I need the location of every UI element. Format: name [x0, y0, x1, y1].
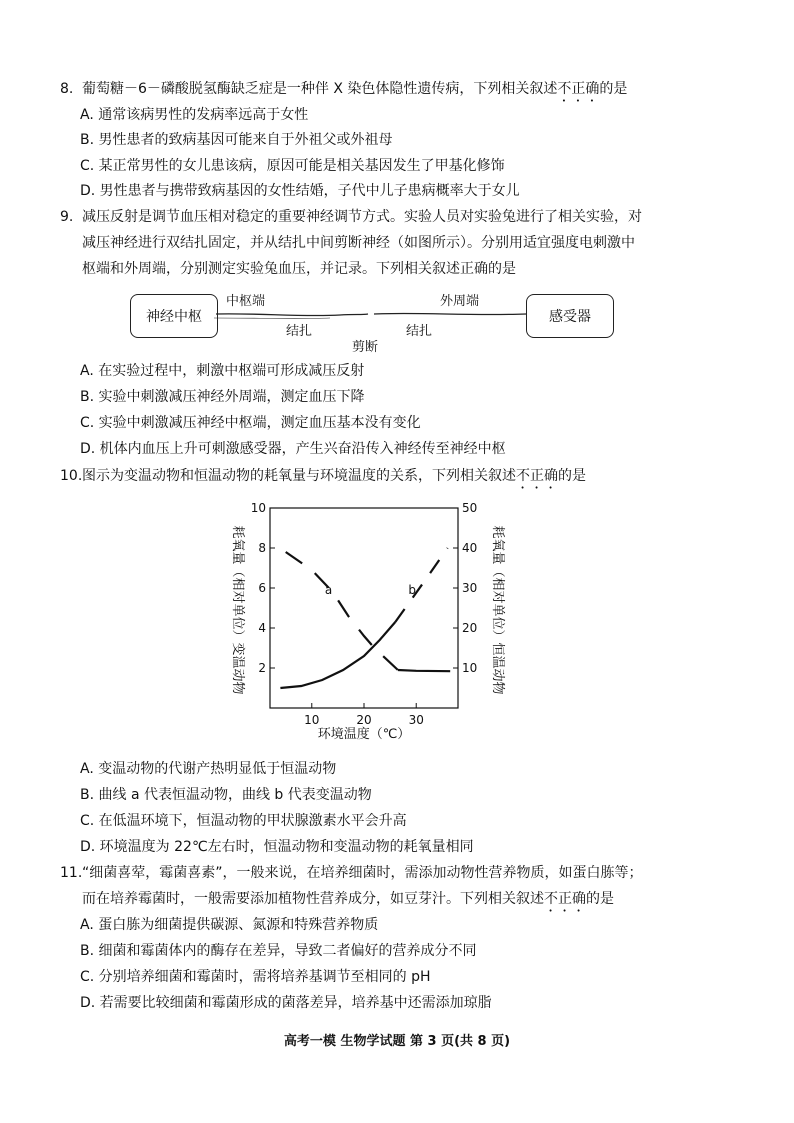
q8-option-c: C. 某正常男性的女儿患该病，原因可能是相关基因发生了甲基化修饰 [80, 158, 505, 174]
q9-option-c: C. 实验中刺激减压神经中枢端，测定血压基本没有变化 [80, 415, 421, 431]
y-right-tick-label: 10 [462, 661, 478, 675]
question-8-stem: 8. 葡萄糖－6－磷酸脱氢酶缺乏症是一种伴 X 染色体隐性遗传病，下列相关叙述不正确的是 [60, 81, 628, 97]
q9-option-d: D. 机体内血压上升可刺激感受器，产生兴奋沿传入神经传至神经中枢 [80, 441, 506, 457]
question-11-stem-line-2: 而在培养霉菌时，一般需要添加植物性营养成分，如豆芽汁。下列相关叙述不正确的是 [82, 891, 614, 907]
q10-option-c: C. 在低温环境下，恒温动物的甲状腺激素水平会升高 [80, 813, 407, 829]
q11-option-d: D. 若需要比较细菌和霉菌形成的菌落差异，培养基中还需添加琼脂 [80, 995, 492, 1011]
q8-option-b: B. 男性患者的致病基因可能来自于外祖父或外祖母 [80, 132, 393, 148]
x-tick-label: 10 [304, 713, 320, 727]
question-9-stem-line-2: 减压神经进行双结扎固定，并从结扎中间剪断神经（如图所示）。分别用适宜强度电刺激中 [82, 235, 635, 251]
q11-option-a: A. 蛋白胨为细菌提供碳源、氮源和特殊营养物质 [80, 917, 379, 933]
cut-label: 剪断 [352, 340, 379, 355]
y-left-tick-label: 4 [258, 621, 266, 635]
q8-option-a: A. 通常该病男性的发病率远高于女性 [80, 107, 309, 123]
y-right-label: 耗氧量（相对单位）恒温动物 [490, 525, 505, 695]
series-a-solid [398, 670, 450, 671]
question-11-stem-line-1: 11.“细菌喜荤，霉菌喜素”，一般来说，在培养细菌时，需添加动物性营养物质，如蛋白胨等； [60, 865, 643, 881]
y-left-label: 耗氧量（相对单位）变温动物 [230, 525, 245, 695]
q9-option-b: B. 实验中刺激减压神经外周端，测定血压下降 [80, 389, 365, 405]
receptor-box: 感受器 [526, 294, 614, 338]
y-right-tick-label: 20 [462, 621, 478, 635]
central-end-label: 中枢端 [226, 294, 266, 309]
series-b-solid [280, 622, 395, 688]
q11-option-c: C. 分别培养细菌和霉菌时，需将培养基调节至相同的 pH [80, 969, 431, 985]
q9-option-a: A. 在实验过程中，刺激中枢端可形成减压反射 [80, 363, 365, 379]
q8-option-d: D. 男性患者与携带致病基因的女性结婚，子代中儿子患病概率大于女儿 [80, 183, 520, 199]
series-b-dashed [395, 548, 447, 622]
y-left-tick-label: 10 [250, 501, 266, 515]
x-axis-label: 环境温度（℃） [317, 727, 411, 742]
x-tick-label: 30 [408, 713, 424, 727]
y-left-tick-label: 2 [258, 661, 266, 675]
question-9-stem-line-1: 9. 减压反射是调节血压相对稳定的重要神经调节方式。实验人员对实验兔进行了相关实验，对 [60, 209, 642, 225]
q10-option-a: A. 变温动物的代谢产热明显低于恒温动物 [80, 761, 337, 777]
page-footer: 高考一模 生物学试题 第 3 页(共 8 页) [283, 1034, 511, 1049]
ligation-left-label: 结扎 [286, 324, 313, 339]
y-left-tick-label: 8 [258, 541, 266, 555]
question-9-stem-line-3: 枢端和外周端，分别测定实验兔血压，并记录。下列相关叙述正确的是 [82, 261, 516, 277]
q11-option-b: B. 细菌和霉菌体内的酶存在差异，导致二者偏好的营养成分不同 [80, 943, 477, 959]
peripheral-end-label: 外周端 [440, 294, 480, 309]
y-left-tick-label: 6 [258, 581, 266, 595]
series-b-label: b [408, 583, 417, 597]
ligation-right-label: 结扎 [406, 324, 433, 339]
y-right-tick-label: 30 [462, 581, 478, 595]
y-right-tick-label: 50 [462, 501, 478, 515]
question-10-stem: 10.图示为变温动物和恒温动物的耗氧量与环境温度的关系，下列相关叙述不正确的是 [60, 468, 586, 484]
series-a-dashed [286, 552, 398, 670]
q10-option-b: B. 曲线 a 代表恒温动物，曲线 b 代表变温动物 [80, 787, 372, 803]
series-a-label: a [324, 583, 333, 597]
q10-option-d: D. 环境温度为 22℃左右时，恒温动物和变温动物的耗氧量相同 [80, 839, 474, 855]
y-right-tick-label: 40 [462, 541, 478, 555]
nerve-center-box: 神经中枢 [130, 294, 218, 338]
plot-frame [270, 508, 458, 708]
x-tick-label: 20 [356, 713, 372, 727]
